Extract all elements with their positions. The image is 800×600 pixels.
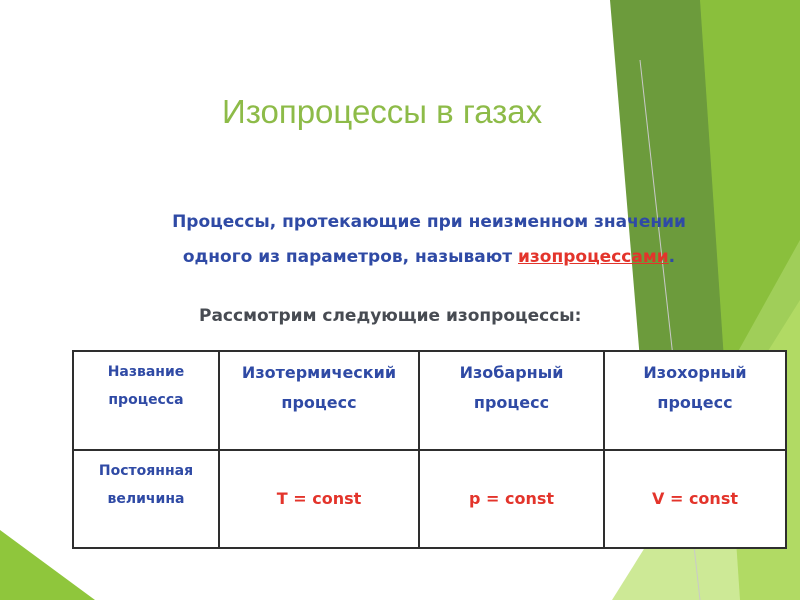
intro-highlight-term: изопроцессами — [518, 247, 669, 267]
constant-label-line-1: Постоянная — [98, 463, 194, 479]
slide-title: Изопроцессы в газах — [222, 93, 543, 130]
table-header-row — [73, 351, 786, 450]
header-isothermal-cell — [219, 351, 419, 450]
header-isobaric-cell — [419, 351, 604, 450]
intro-line-2-period: . — [668, 247, 676, 267]
header-isobaric-line-1: Изобарный — [459, 363, 564, 382]
constant-volume-cell: V = const — [604, 450, 786, 548]
header-label-line-2: процесса — [108, 392, 184, 408]
constant-pressure-cell: p = const — [419, 450, 604, 548]
constant-label-cell — [73, 450, 219, 548]
header-label-cell — [73, 351, 219, 450]
intro-paragraph — [118, 205, 740, 275]
intro-line-2 — [118, 240, 740, 275]
header-isochoric-cell — [604, 351, 786, 450]
header-isothermal-line-2: процесс — [281, 393, 357, 412]
isoprocess-table — [72, 350, 787, 549]
intro-line-1: Процессы, протекающие при неизменном значении — [172, 212, 686, 232]
constant-temperature-cell: T = const — [219, 450, 419, 548]
header-isothermal-line-1: Изотермический — [241, 363, 397, 382]
header-isobaric-line-2: процесс — [473, 393, 550, 412]
table-constant-row — [73, 450, 786, 548]
header-isochoric-line-1: Изохорный — [643, 363, 747, 382]
intro-line-2-text: одного из параметров, называют — [182, 247, 519, 267]
subheading: Рассмотрим следующие изопроцессы: — [199, 306, 582, 326]
constant-label-line-2: величина — [107, 491, 185, 507]
header-label-line-1: Название — [107, 364, 185, 380]
header-isochoric-line-2: процесс — [657, 393, 733, 412]
